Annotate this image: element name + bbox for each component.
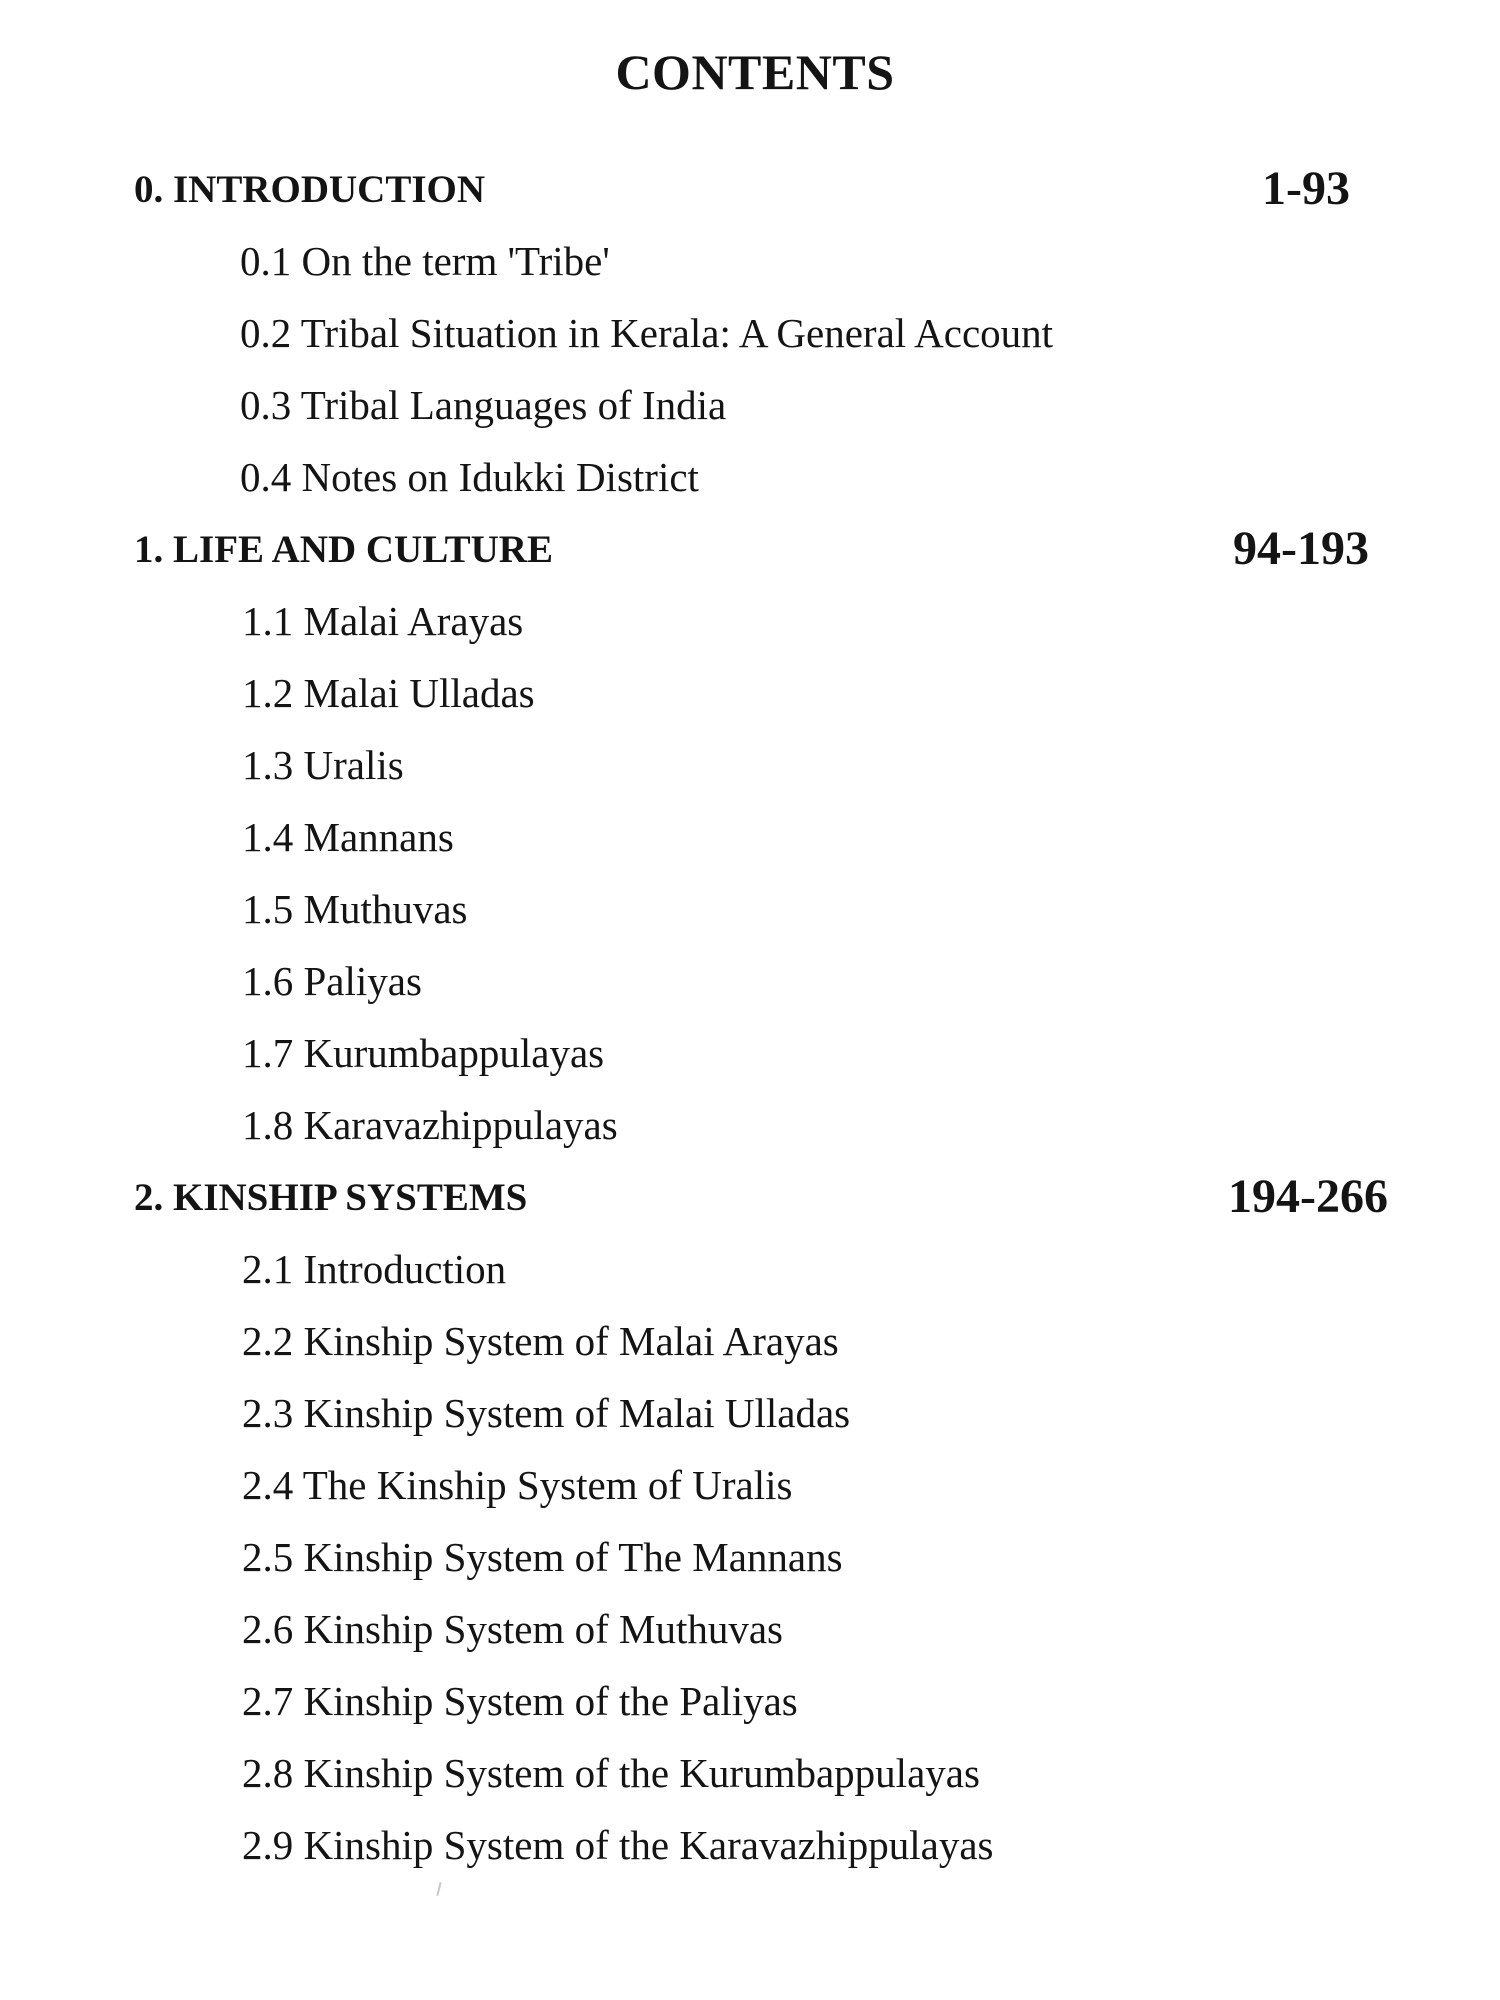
toc-section-1-8[interactable] xyxy=(0,1091,1500,1163)
chapter-heading-life-and-culture[interactable] xyxy=(0,515,1500,587)
section-title: 1.2 Malai Ulladas xyxy=(242,670,535,716)
section-title: 1.5 Muthuvas xyxy=(242,886,468,932)
toc-section-2-4[interactable] xyxy=(0,1451,1500,1523)
toc-section-1-2[interactable] xyxy=(0,659,1500,731)
section-title: 1.6 Paliyas xyxy=(242,958,422,1004)
chapter-heading-kinship-systems[interactable] xyxy=(0,1163,1500,1235)
section-title: 1.8 Karavazhippulayas xyxy=(242,1102,618,1148)
toc-section-2-2[interactable] xyxy=(0,1307,1500,1379)
chapter-page-range: 1-93 xyxy=(1262,162,1350,215)
section-title: 2.4 The Kinship System of Uralis xyxy=(242,1462,793,1508)
toc-section-2-9[interactable] xyxy=(0,1811,1500,1883)
toc-section-1-7[interactable] xyxy=(0,1019,1500,1091)
toc-section-0-3[interactable] xyxy=(0,371,1500,443)
section-title: 0.2 Tribal Situation in Kerala: A General Account xyxy=(240,310,1054,356)
toc-section-2-8[interactable] xyxy=(0,1739,1500,1811)
section-title: 1.1 Malai Arayas xyxy=(242,598,524,644)
section-title: 2.5 Kinship System of The Mannans xyxy=(242,1534,843,1580)
toc-section-0-2[interactable] xyxy=(0,299,1500,371)
section-title: 1.7 Kurumbappulayas xyxy=(242,1030,605,1076)
section-title: 2.8 Kinship System of the Kurumbappulayas xyxy=(242,1750,980,1796)
toc-section-1-3[interactable] xyxy=(0,731,1500,803)
page-title: CONTENTS xyxy=(615,44,895,100)
section-title: 2.1 Introduction xyxy=(242,1246,507,1292)
section-title: 2.2 Kinship System of Malai Arayas xyxy=(242,1318,839,1364)
toc-section-0-1[interactable] xyxy=(0,227,1500,299)
toc-section-2-1[interactable] xyxy=(0,1235,1500,1307)
section-title: 2.6 Kinship System of Muthuvas xyxy=(242,1606,783,1652)
chapter-title: 1. LIFE AND CULTURE xyxy=(134,528,553,571)
toc-section-1-5[interactable] xyxy=(0,875,1500,947)
toc-section-1-6[interactable] xyxy=(0,947,1500,1019)
section-title: 2.3 Kinship System of Malai Ulladas xyxy=(242,1390,851,1436)
toc-section-0-4[interactable] xyxy=(0,443,1500,515)
chapter-heading-introduction[interactable] xyxy=(0,155,1500,227)
section-title: 0.1 On the term 'Tribe' xyxy=(240,238,610,284)
toc-section-1-1[interactable] xyxy=(0,587,1500,659)
section-title: 1.4 Mannans xyxy=(242,814,454,860)
chapter-title: 0. INTRODUCTION xyxy=(134,168,486,211)
chapter-title: 2. KINSHIP SYSTEMS xyxy=(134,1176,528,1219)
chapter-page-range: 94-193 xyxy=(1233,522,1369,575)
section-title: 2.7 Kinship System of the Paliyas xyxy=(242,1678,798,1724)
toc-section-2-7[interactable] xyxy=(0,1667,1500,1739)
toc-section-1-4[interactable] xyxy=(0,803,1500,875)
toc-section-2-6[interactable] xyxy=(0,1595,1500,1667)
section-title: 2.9 Kinship System of the Karavazhippulayas xyxy=(242,1822,994,1868)
table-of-contents xyxy=(0,155,1500,1883)
toc-section-2-5[interactable] xyxy=(0,1523,1500,1595)
section-title: 1.3 Uralis xyxy=(242,742,404,788)
section-title: 0.4 Notes on Idukki District xyxy=(240,454,699,500)
section-title: 0.3 Tribal Languages of India xyxy=(240,382,727,428)
scan-speck xyxy=(436,1882,441,1896)
chapter-page-range: 194-266 xyxy=(1228,1170,1388,1223)
toc-section-2-3[interactable] xyxy=(0,1379,1500,1451)
